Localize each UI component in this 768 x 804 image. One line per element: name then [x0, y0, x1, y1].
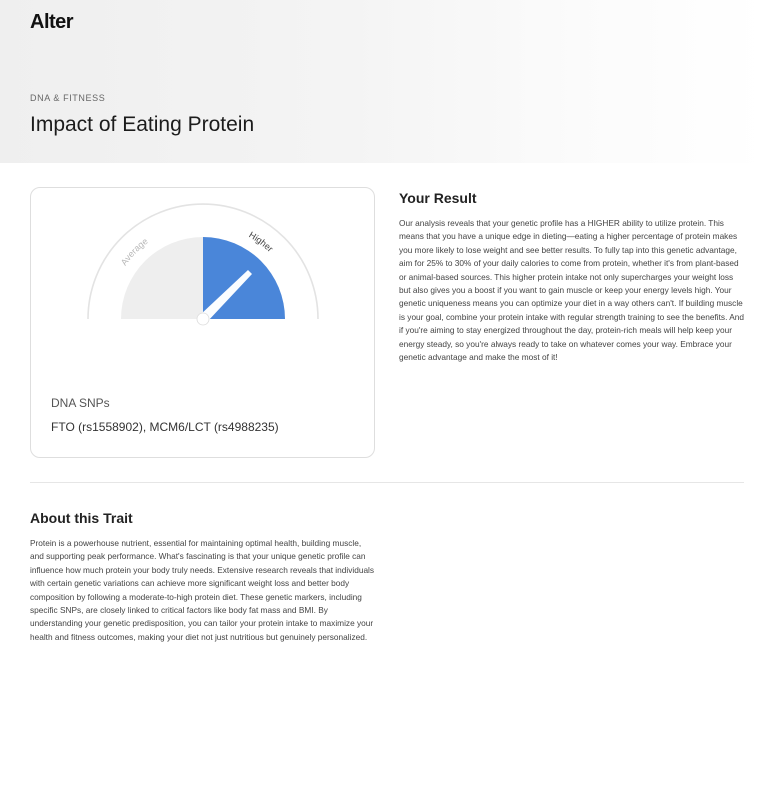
- result-gauge-card: [30, 187, 375, 458]
- gauge-label-higher: Higher: [247, 229, 276, 254]
- alter-logo[interactable]: Alter: [30, 11, 74, 33]
- page-title: Impact of Eating Protein: [30, 113, 255, 136]
- snp-title: DNA SNPs: [51, 396, 110, 410]
- category-label: DNA & FITNESS: [30, 93, 106, 103]
- result-title: Your Result: [399, 190, 477, 206]
- gauge-label-average: Average: [118, 235, 150, 268]
- snp-value: FTO (rs1558902), MCM6/LCT (rs4988235): [51, 420, 279, 434]
- section-divider: [30, 482, 744, 483]
- page-header: [0, 0, 768, 163]
- gauge-chart: [31, 188, 376, 388]
- about-trait-description: Protein is a powerhouse nutrient, essential for maintaining optimal health, building muscle, and supporting peak performance. What's fascinating is that your unique genetic profile can influence how much protein your body truly needs. Extensive research reveals that individuals with certain genetic variations can achieve more significant weight loss and better body composition by following a moderate-to-high protein diet. These genetic markers, including specific SNPs, are closely linked to critical factors like body fat mass and BMI. By understanding your genetic predisposition, you can tailor your protein intake to maximize your health and fitness outcomes, making your diet not just nutritious but genuinely personalized.: [30, 538, 375, 642]
- about-trait-title: About this Trait: [30, 510, 133, 526]
- result-description: Our analysis reveals that your genetic profile has a HIGHER ability to utilize protein. This means that you have a unique edge in dieting—eating a higher percentage of protein makes you more likely to lose weight and see better results. To fully tap into this genetic advantage, aim for 25% to 30% of your daily calories to come from protein, whether it's from plant-based or animal-based sources. This higher protein intake not only supercharges your weight loss but also gives you a boost if you want to gain muscle or keep your energy levels high. Your genetic uniqueness means you can optimize your diet in a way others can't. If building muscle is your goal, combine your protein intake with regular strength training to see the benefits. And if you're aiming to stay energized throughout the day, protein-rich meals will help keep your energy steady, so you're always ready to take on whatever comes your way. Embrace your genetic advantage and make the most of it!: [399, 218, 744, 363]
